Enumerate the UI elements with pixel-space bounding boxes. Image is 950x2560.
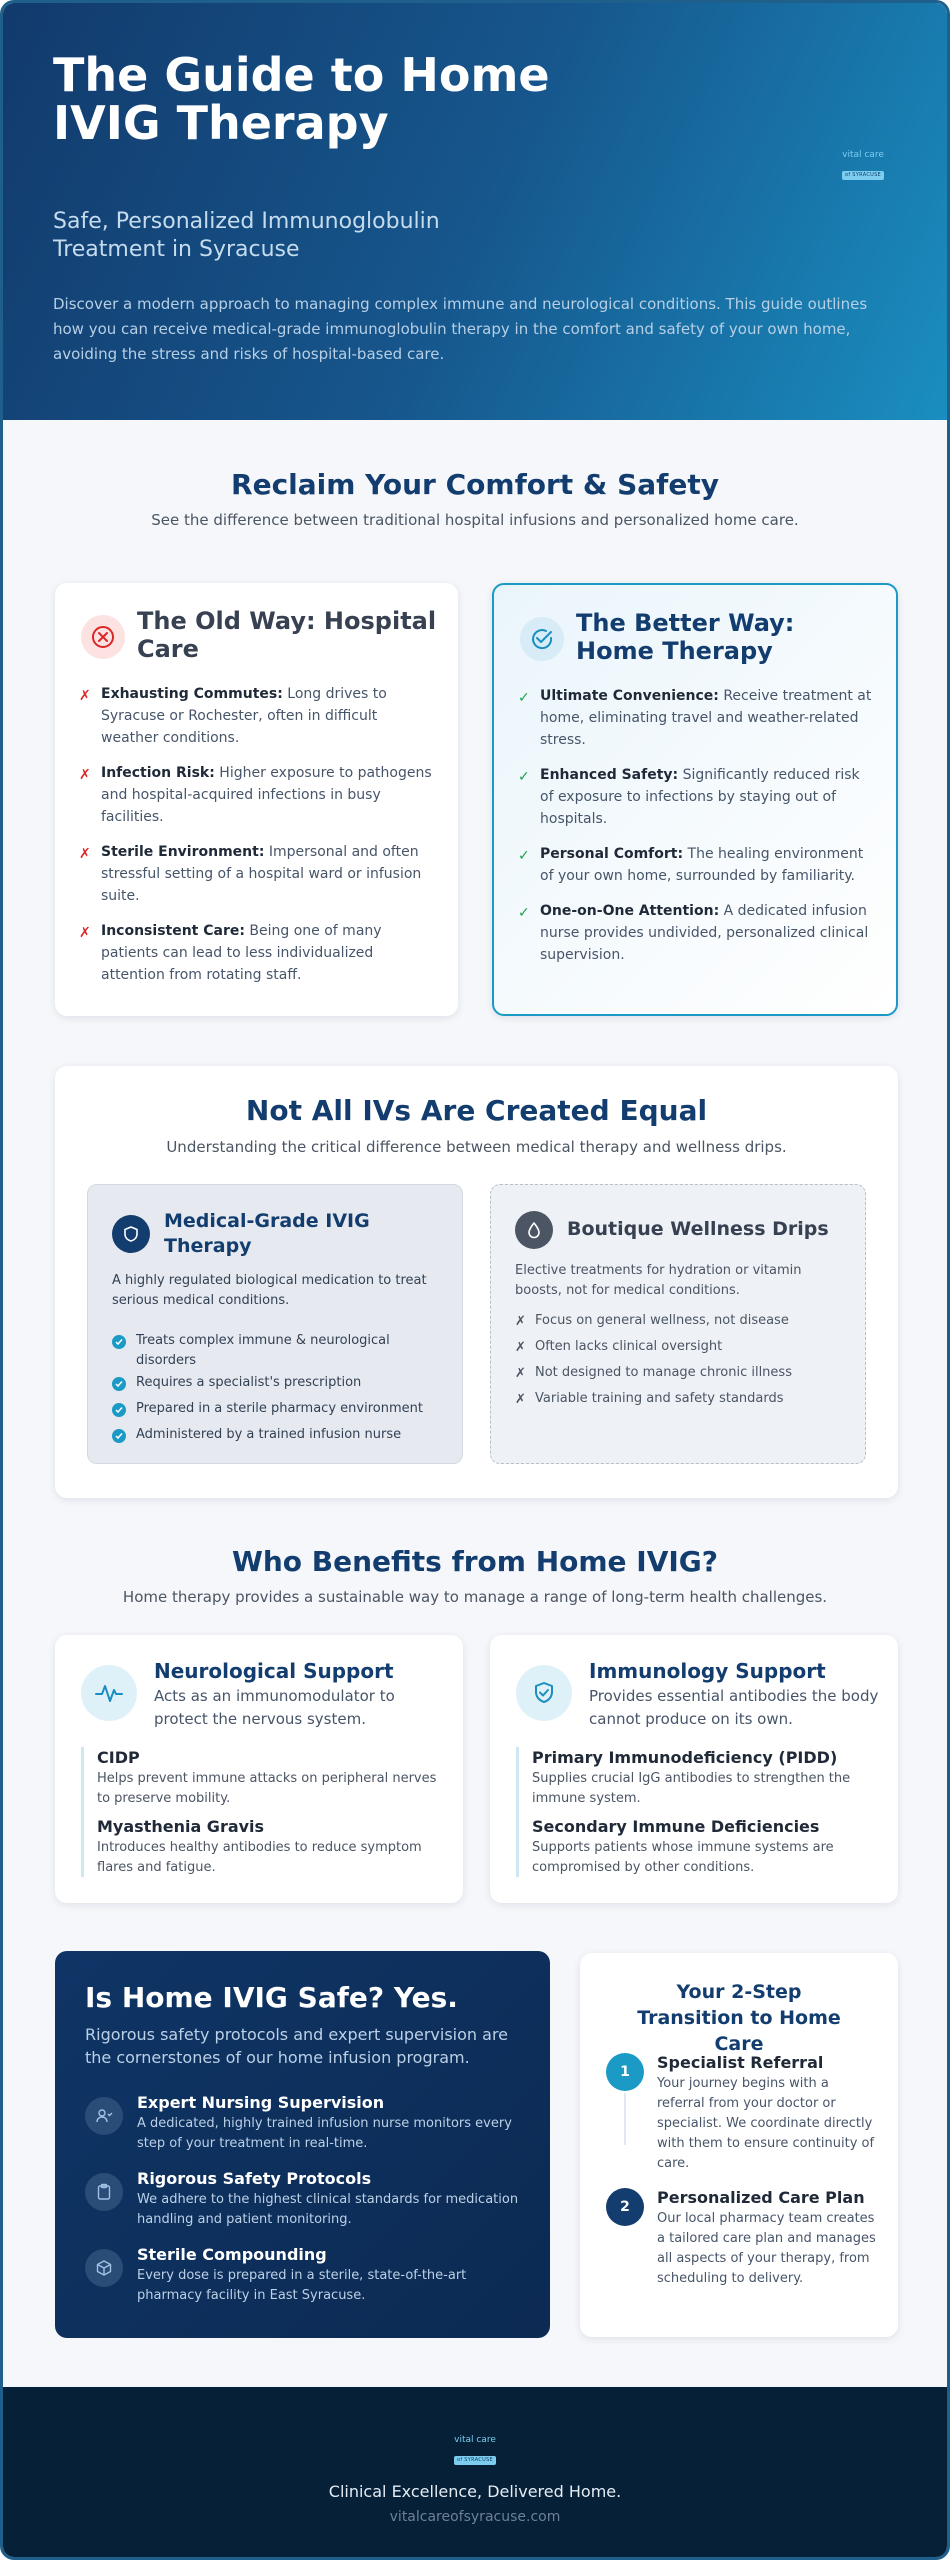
shield-check-icon xyxy=(516,1665,572,1721)
hero-description: Discover a modern approach to managing complex immune and neurological conditions. This guide outlines how you can receive medical-grade immunoglobulin therapy in the comfort and safety of your own home, avoiding the stress and risks of hospital-based care. xyxy=(53,295,868,363)
hero-logo xyxy=(835,150,891,180)
condition-description: Helps prevent immune attacks on peripheral nerves to preserve mobility. xyxy=(97,1771,437,1806)
hero-section xyxy=(3,3,947,420)
check-mark-icon: ✓ xyxy=(518,905,530,921)
medical-grade-item: Administered by a trained infusion nurse xyxy=(136,1427,402,1442)
safety-item-title: Rigorous Safety Protocols xyxy=(137,2169,372,2188)
medical-grade-item: Requires a specialist's prescription xyxy=(136,1375,362,1390)
check-circle-icon xyxy=(520,617,564,661)
x-mark-icon: ✗ xyxy=(515,1366,526,1381)
safety-card xyxy=(55,1951,550,2338)
boutique-item: Not designed to manage chronic illness xyxy=(535,1365,792,1380)
boutique-item: Often lacks clinical oversight xyxy=(535,1339,723,1354)
footer-website-link[interactable]: vitalcareofsyracuse.com xyxy=(389,2509,561,2525)
safety-item-description: We adhere to the highest clinical standards for medication handling and patient monitoring. xyxy=(137,2192,519,2227)
neuro-card xyxy=(55,1635,463,1903)
old-way-card xyxy=(55,583,458,1016)
x-mark-icon: ✗ xyxy=(79,688,91,704)
x-mark-icon: ✗ xyxy=(79,925,91,941)
x-mark-icon: ✗ xyxy=(515,1314,526,1329)
condition-description: Introduces healthy antibodies to reduce symptom flares and fatigue. xyxy=(97,1840,422,1875)
steps-card xyxy=(580,1953,898,2337)
step-description: Our local pharmacy team creates a tailored care plan and manages all aspects of your therapy, from scheduling to delivery. xyxy=(657,2211,876,2286)
footer-tagline: Clinical Excellence, Delivered Home. xyxy=(328,2482,622,2501)
safety-item-description: Every dose is prepared in a sterile, state-of-the-art pharmacy facility in East Syracuse. xyxy=(137,2268,467,2303)
x-circle-icon xyxy=(81,615,125,659)
better-way-item: Ultimate Convenience: Receive treatment at home, eliminating travel and weather-related stress. xyxy=(540,688,872,748)
medical-grade-item: Prepared in a sterile pharmacy environment xyxy=(136,1401,423,1416)
condition-title: CIDP xyxy=(97,1748,140,1767)
x-mark-icon: ✗ xyxy=(79,846,91,862)
old-way-item: Inconsistent Care: Being one of many patients can lead to less individualized attention from rotating staff. xyxy=(101,923,382,983)
boutique-description: Elective treatments for hydration or vitamin boosts, not for medical conditions. xyxy=(515,1263,802,1298)
logo-badge: of SYRACUSE xyxy=(842,171,884,180)
better-way-item: Personal Comfort: The healing environment of your own home, surrounded by familiarity. xyxy=(540,846,864,884)
neuro-title: Neurological Support xyxy=(154,1659,394,1683)
ivs-title: Not All IVs Are Created Equal xyxy=(245,1094,708,1127)
check-dot-icon xyxy=(112,1377,126,1391)
boutique-item: Variable training and safety standards xyxy=(535,1391,784,1406)
check-dot-icon xyxy=(112,1335,126,1349)
ivs-card xyxy=(55,1066,898,1498)
logo-text: vital care xyxy=(454,2435,496,2445)
step-number: 1 xyxy=(606,2053,644,2091)
nurse-icon xyxy=(85,2097,123,2135)
check-dot-icon xyxy=(112,1403,126,1417)
benefits-subtitle: Home therapy provides a sustainable way to manage a range of long-term health challenges. xyxy=(122,1588,828,1606)
droplet-icon xyxy=(515,1211,553,1249)
better-way-item: Enhanced Safety: Significantly reduced risk of exposure to infections by staying out of hospitals. xyxy=(540,767,860,827)
clipboard-icon xyxy=(85,2173,123,2211)
safety-title: Is Home IVIG Safe? Yes. xyxy=(85,1981,458,2014)
footer xyxy=(3,2387,947,2560)
medical-grade-description: A highly regulated biological medication to treat serious medical conditions. xyxy=(112,1273,427,1308)
old-way-item: Exhausting Commutes: Long drives to Syracuse or Rochester, often in difficult weather conditions. xyxy=(101,686,387,746)
immuno-title: Immunology Support xyxy=(589,1659,826,1683)
boutique-card xyxy=(490,1184,866,1464)
immuno-card xyxy=(490,1635,898,1903)
condition-title: Myasthenia Gravis xyxy=(97,1817,265,1836)
safety-item-title: Expert Nursing Supervision xyxy=(137,2093,385,2112)
medical-grade-card xyxy=(87,1184,463,1464)
step-title: Specialist Referral xyxy=(657,2053,824,2072)
boutique-title: Boutique Wellness Drips xyxy=(567,1218,829,1240)
better-way-card xyxy=(492,583,898,1016)
hero-title: The Guide to Home IVIG Therapy xyxy=(53,48,550,150)
neuro-description: Acts as an immunomodulator to protect the nervous system. xyxy=(154,1687,395,1728)
step-number: 2 xyxy=(606,2188,644,2226)
accent-bar xyxy=(516,1747,519,1877)
x-mark-icon: ✗ xyxy=(515,1392,526,1407)
safety-item-title: Sterile Compounding xyxy=(137,2245,327,2264)
condition-title: Secondary Immune Deficiencies xyxy=(532,1817,820,1836)
check-mark-icon: ✓ xyxy=(518,690,530,706)
step-description: Your journey begins with a referral from your doctor or specialist. We coordinate directly with them to ensure continuity of care. xyxy=(657,2076,875,2171)
logo-badge: of SYRACUSE xyxy=(454,2456,496,2465)
hero-subtitle: Safe, Personalized Immunoglobulin Treatment in Syracuse xyxy=(53,209,440,262)
boutique-item: Focus on general wellness, not disease xyxy=(535,1313,789,1328)
condition-description: Supplies crucial IgG antibodies to strengthen the immune system. xyxy=(532,1771,851,1806)
immuno-description: Provides essential antibodies the body cannot produce on its own. xyxy=(589,1687,879,1728)
safety-subtitle: Rigorous safety protocols and expert supervision are the cornerstones of our home infusion program. xyxy=(85,2025,509,2067)
step-title: Personalized Care Plan xyxy=(657,2188,865,2207)
step-connector xyxy=(624,2093,626,2145)
check-dot-icon xyxy=(112,1429,126,1443)
condition-title: Primary Immunodeficiency (PIDD) xyxy=(532,1748,838,1767)
medical-grade-item: Treats complex immune & neurological disorders xyxy=(136,1333,390,1368)
accent-bar xyxy=(81,1747,84,1877)
better-way-item: One-on-One Attention: A dedicated infusion nurse provides undivided, personalized clinical supervision. xyxy=(540,903,869,963)
steps-title: Your 2-Step Transition to Home Care xyxy=(637,1981,841,2055)
x-mark-icon: ✗ xyxy=(515,1340,526,1355)
logo-text: vital care xyxy=(842,150,884,160)
benefits-title: Who Benefits from Home IVIG? xyxy=(231,1545,719,1578)
shield-icon xyxy=(112,1215,150,1253)
check-mark-icon: ✓ xyxy=(518,848,530,864)
old-way-item: Sterile Environment: Impersonal and often stressful setting of a hospital ward or infusion suite. xyxy=(101,844,422,904)
ivs-subtitle: Understanding the critical difference between medical therapy and wellness drips. xyxy=(166,1138,787,1156)
medical-grade-title: Medical-Grade IVIG Therapy xyxy=(164,1210,370,1257)
footer-logo xyxy=(447,2435,503,2465)
condition-description: Supports patients whose immune systems are compromised by other conditions. xyxy=(532,1840,834,1875)
safety-item-description: A dedicated, highly trained infusion nurse monitors every step of your treatment in real-time. xyxy=(137,2116,512,2151)
check-mark-icon: ✓ xyxy=(518,769,530,785)
comfort-subtitle: See the difference between traditional hospital infusions and personalized home care. xyxy=(151,511,799,529)
better-way-title: The Better Way: Home Therapy xyxy=(576,609,795,665)
box-icon xyxy=(85,2249,123,2287)
pulse-icon xyxy=(81,1665,137,1721)
x-mark-icon: ✗ xyxy=(79,767,91,783)
old-way-title: The Old Way: Hospital Care xyxy=(137,607,437,663)
comfort-title: Reclaim Your Comfort & Safety xyxy=(231,468,719,501)
old-way-item: Infection Risk: Higher exposure to pathogens and hospital-acquired infections in busy facilities. xyxy=(101,765,432,825)
